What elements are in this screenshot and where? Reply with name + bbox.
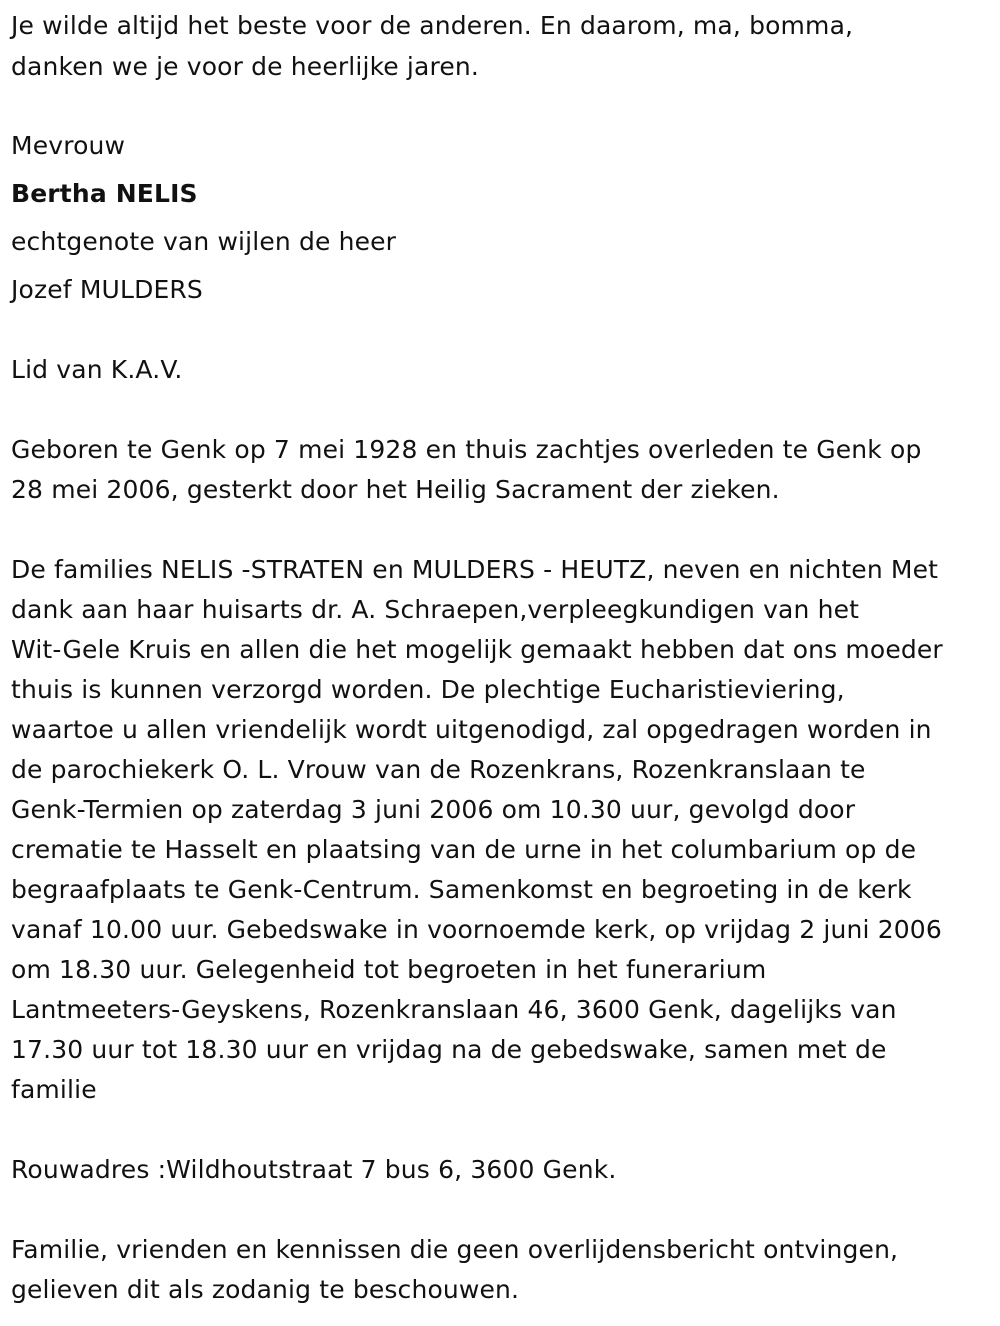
membership-text: Lid van K.A.V. xyxy=(11,355,183,384)
spouse-label: echtgenote van wijlen de heer xyxy=(11,227,397,256)
announcement-line: Genk-Termien op zaterdag 3 juni 2006 om 10.30 uur, gevolgd door xyxy=(11,795,856,824)
announcement-line: vanaf 10.00 uur. Gebedswake in voornoemde kerk, op vrijdag 2 juni 2006 xyxy=(11,915,942,944)
announcement-line: familie xyxy=(11,1075,97,1104)
announcement-line: waartoe u allen vriendelijk wordt uitgenodigd, zal opgedragen worden in xyxy=(11,715,932,744)
announcement-line: Lantmeeters-Geyskens, Rozenkranslaan 46, 3600 Genk, dagelijks van xyxy=(11,995,897,1024)
address-text: Rouwadres :Wildhoutstraat 7 bus 6, 3600 Genk. xyxy=(11,1155,617,1184)
announcement-line: begraafplaats te Genk-Centrum. Samenkomst en begroeting in de kerk xyxy=(11,875,912,904)
birth-death-line: 28 mei 2006, gesterkt door het Heilig Sacrament der zieken. xyxy=(11,475,780,504)
deceased-name: Bertha NELIS xyxy=(11,179,198,208)
spouse-name: Jozef MULDERS xyxy=(11,275,203,304)
announcement-line: dank aan haar huisarts dr. A. Schraepen,verpleegkundigen van het xyxy=(11,595,860,624)
announcement-line: om 18.30 uur. Gelegenheid tot begroeten in het funerarium xyxy=(11,955,767,984)
closing-line: gelieven dit als zodanig te beschouwen. xyxy=(11,1275,520,1304)
announcement-line: De families NELIS -STRATEN en MULDERS - HEUTZ, neven en nichten Met xyxy=(11,555,939,584)
closing-line: Familie, vrienden en kennissen die geen overlijdensbericht ontvingen, xyxy=(11,1235,899,1264)
intro-line: danken we je voor de heerlijke jaren. xyxy=(11,52,480,81)
announcement-line: Wit-Gele Kruis en allen die het mogelijk gemaakt hebben dat ons moeder xyxy=(11,635,943,664)
deceased-title: Mevrouw xyxy=(11,131,126,160)
intro-line: Je wilde altijd het beste voor de anderen. En daarom, ma, bomma, xyxy=(11,11,854,40)
birth-death-line: Geboren te Genk op 7 mei 1928 en thuis zachtjes overleden te Genk op xyxy=(11,435,922,464)
announcement-line: 17.30 uur tot 18.30 uur en vrijdag na de gebedswake, samen met de xyxy=(11,1035,887,1064)
announcement-line: crematie te Hasselt en plaatsing van de urne in het columbarium op de xyxy=(11,835,917,864)
announcement-line: de parochiekerk O. L. Vrouw van de Rozenkrans, Rozenkranslaan te xyxy=(11,755,866,784)
announcement-line: thuis is kunnen verzorgd worden. De plechtige Eucharistieviering, xyxy=(11,675,845,704)
